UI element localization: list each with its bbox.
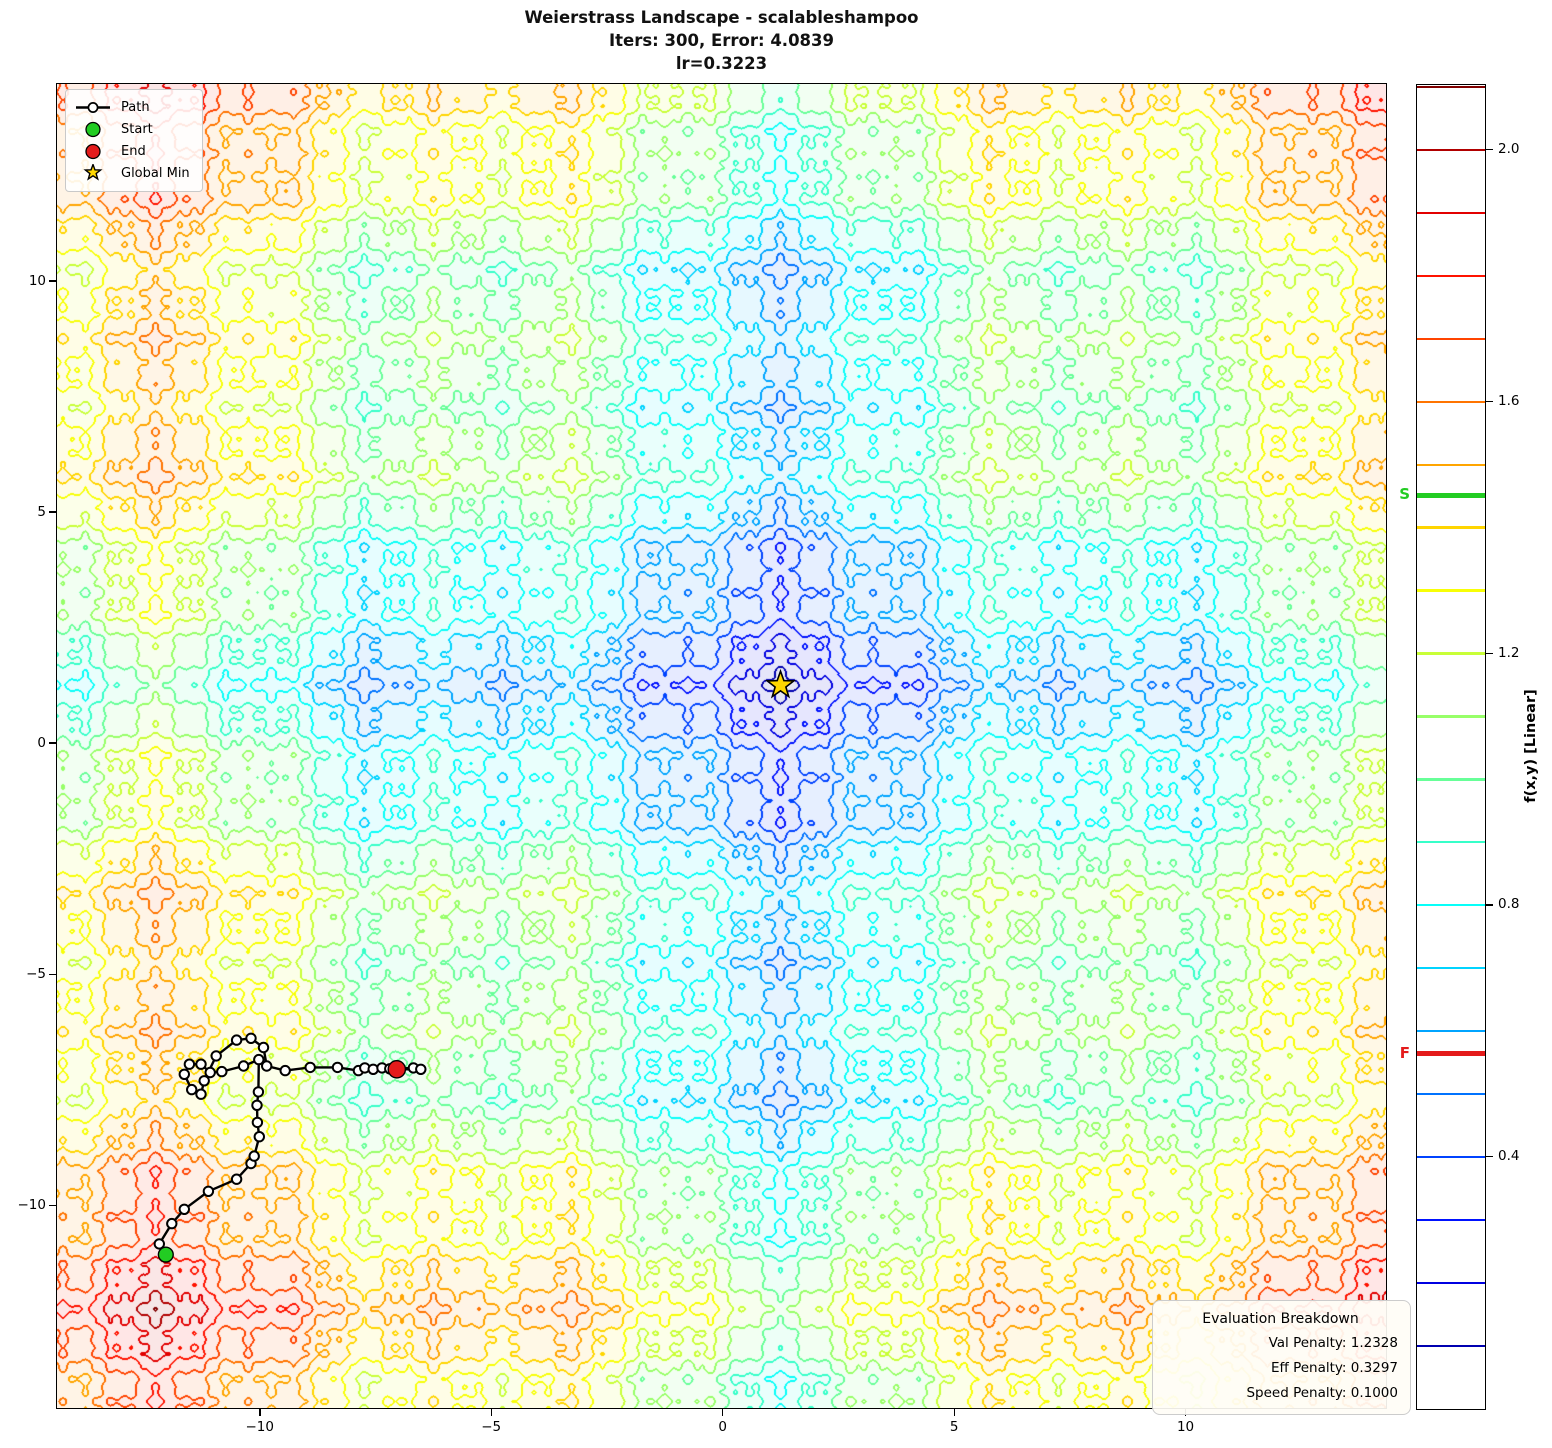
legend-item-path: [74, 96, 190, 118]
colorbar-level-line: [1417, 715, 1485, 717]
colorbar-level-line: [1417, 778, 1485, 780]
x-tick-label: 10: [1176, 1419, 1195, 1435]
y-tick-label: −5: [26, 966, 46, 983]
evaluation-breakdown-box: [1152, 1300, 1411, 1415]
colorbar-level-line: [1417, 275, 1485, 277]
colorbar-level-line: [1417, 212, 1485, 214]
colorbar-level-line: [1417, 1282, 1485, 1284]
path-waypoint-marker: [180, 1205, 189, 1214]
path-line-icon: [74, 99, 112, 116]
colorbar-tick-mark: [1486, 149, 1493, 150]
path-waypoint-marker: [187, 1085, 196, 1094]
chart-title: Weierstrass Landscape - scalableshampoo: [524, 8, 919, 27]
colorbar-level-line: [1417, 652, 1485, 654]
path-waypoint-marker: [200, 1076, 209, 1085]
end-marker-icon: [74, 143, 112, 160]
path-waypoint-marker: [253, 1118, 262, 1127]
colorbar-final-mark-label: F: [1399, 1043, 1410, 1062]
legend-label-start: Start: [121, 121, 153, 137]
colorbar-tick-label: 0.8: [1498, 896, 1520, 913]
val-penalty-text: Val Penalty: 1.2328: [1268, 1335, 1398, 1351]
y-tick-mark: [49, 280, 56, 281]
legend-item-end: [74, 140, 190, 162]
path-waypoint-marker: [254, 1087, 263, 1096]
colorbar-level-line: [1417, 1156, 1485, 1158]
path-waypoint-marker: [262, 1061, 271, 1070]
y-tick-mark: [49, 974, 56, 975]
x-tick-label: −5: [481, 1419, 502, 1435]
colorbar-axis-label: f(x,y) [Linear]: [1523, 689, 1539, 803]
path-waypoint-marker: [255, 1132, 264, 1141]
start-marker: [158, 1247, 173, 1262]
colorbar-level-line: [1417, 589, 1485, 591]
legend-item-start: [74, 118, 190, 140]
path-waypoint-marker: [180, 1070, 189, 1079]
colorbar-tick-label: 1.6: [1498, 392, 1520, 409]
plot-area: [57, 84, 1398, 1408]
colorbar-level-line: [1417, 464, 1485, 466]
path-waypoint-marker: [185, 1060, 194, 1069]
colorbar-level-line: [1417, 338, 1485, 340]
path-waypoint-marker: [196, 1090, 205, 1099]
path-waypoint-marker: [239, 1061, 248, 1070]
colorbar-level-line: [1417, 86, 1485, 88]
colorbar-level-line: [1417, 1345, 1485, 1347]
colorbar-level-line: [1417, 1093, 1485, 1095]
y-tick-mark: [49, 742, 56, 743]
path-waypoint-marker: [232, 1175, 241, 1184]
colorbar-level-line: [1417, 1219, 1485, 1221]
path-waypoint-marker: [306, 1063, 315, 1072]
colorbar-tick-mark: [1486, 904, 1493, 905]
path-waypoint-marker: [250, 1151, 259, 1160]
legend-label-path: Path: [121, 99, 150, 115]
path-waypoint-marker: [217, 1067, 226, 1076]
end-marker: [388, 1061, 405, 1078]
x-tick-mark: [491, 1409, 492, 1416]
path-waypoint-marker: [232, 1035, 241, 1044]
path-waypoint-marker: [252, 1101, 261, 1110]
colorbar-tick-label: 0.4: [1498, 1148, 1520, 1165]
evaluation-breakdown-title: Evaluation Breakdown: [1202, 1311, 1359, 1327]
path-waypoint-marker: [259, 1043, 268, 1052]
path-waypoint-marker: [167, 1219, 176, 1228]
x-tick-mark: [259, 1409, 260, 1416]
colorbar-level-line: [1417, 1030, 1485, 1032]
chart-subtitle-lr: lr=0.3223: [675, 54, 768, 73]
colorbar: [1416, 84, 1486, 1410]
legend-label-global-min: Global Min: [121, 165, 190, 181]
colorbar-tick-mark: [1486, 1156, 1493, 1157]
y-tick-label: 5: [37, 503, 46, 520]
legend: [65, 89, 203, 192]
global-min-star: [767, 671, 794, 696]
path-waypoint-marker: [196, 1060, 205, 1069]
colorbar-tick-label: 2.0: [1498, 140, 1520, 157]
colorbar-start-mark-label: S: [1399, 485, 1410, 504]
colorbar-level-line: [1417, 967, 1485, 969]
legend-label-end: End: [121, 143, 146, 159]
global-min-star-icon: [74, 164, 112, 182]
path-waypoint-marker: [246, 1034, 255, 1043]
colorbar-level-line: [1417, 841, 1485, 843]
path-waypoint-marker: [212, 1051, 221, 1060]
speed-penalty-text: Speed Penalty: 0.1000: [1246, 1385, 1398, 1401]
colorbar-level-line: [1417, 401, 1485, 403]
y-tick-mark: [49, 1205, 56, 1206]
start-marker-icon: [74, 121, 112, 138]
path-waypoint-marker: [281, 1066, 290, 1075]
optimizer-path-layer: [57, 84, 1386, 1408]
y-tick-label: 10: [28, 272, 46, 289]
colorbar-start-mark-line: [1417, 493, 1485, 498]
y-tick-mark: [49, 511, 56, 512]
y-tick-label: −10: [17, 1197, 46, 1214]
colorbar-tick-label: 1.2: [1498, 644, 1520, 661]
x-tick-mark: [722, 1409, 723, 1416]
colorbar-level-line: [1417, 149, 1485, 151]
colorbar-tick-mark: [1486, 401, 1493, 402]
colorbar-tick-mark: [1486, 653, 1493, 654]
colorbar-level-line: [1417, 526, 1485, 528]
path-waypoint-marker: [333, 1063, 342, 1072]
chart-subtitle-iters-error: Iters: 300, Error: 4.0839: [608, 31, 834, 50]
chart-title-block: [57, 6, 1386, 75]
x-tick-label: −10: [245, 1419, 274, 1435]
x-tick-label: 5: [949, 1419, 959, 1435]
y-tick-label: 0: [37, 734, 46, 751]
x-tick-label: 0: [718, 1419, 727, 1435]
legend-item-global-min: [74, 162, 190, 184]
colorbar-level-line: [1417, 904, 1485, 906]
x-tick-mark: [954, 1409, 955, 1416]
path-waypoint-marker: [416, 1065, 425, 1074]
colorbar-final-mark-line: [1417, 1051, 1485, 1056]
eff-penalty-text: Eff Penalty: 0.3297: [1270, 1360, 1398, 1376]
path-waypoint-marker: [204, 1187, 213, 1196]
